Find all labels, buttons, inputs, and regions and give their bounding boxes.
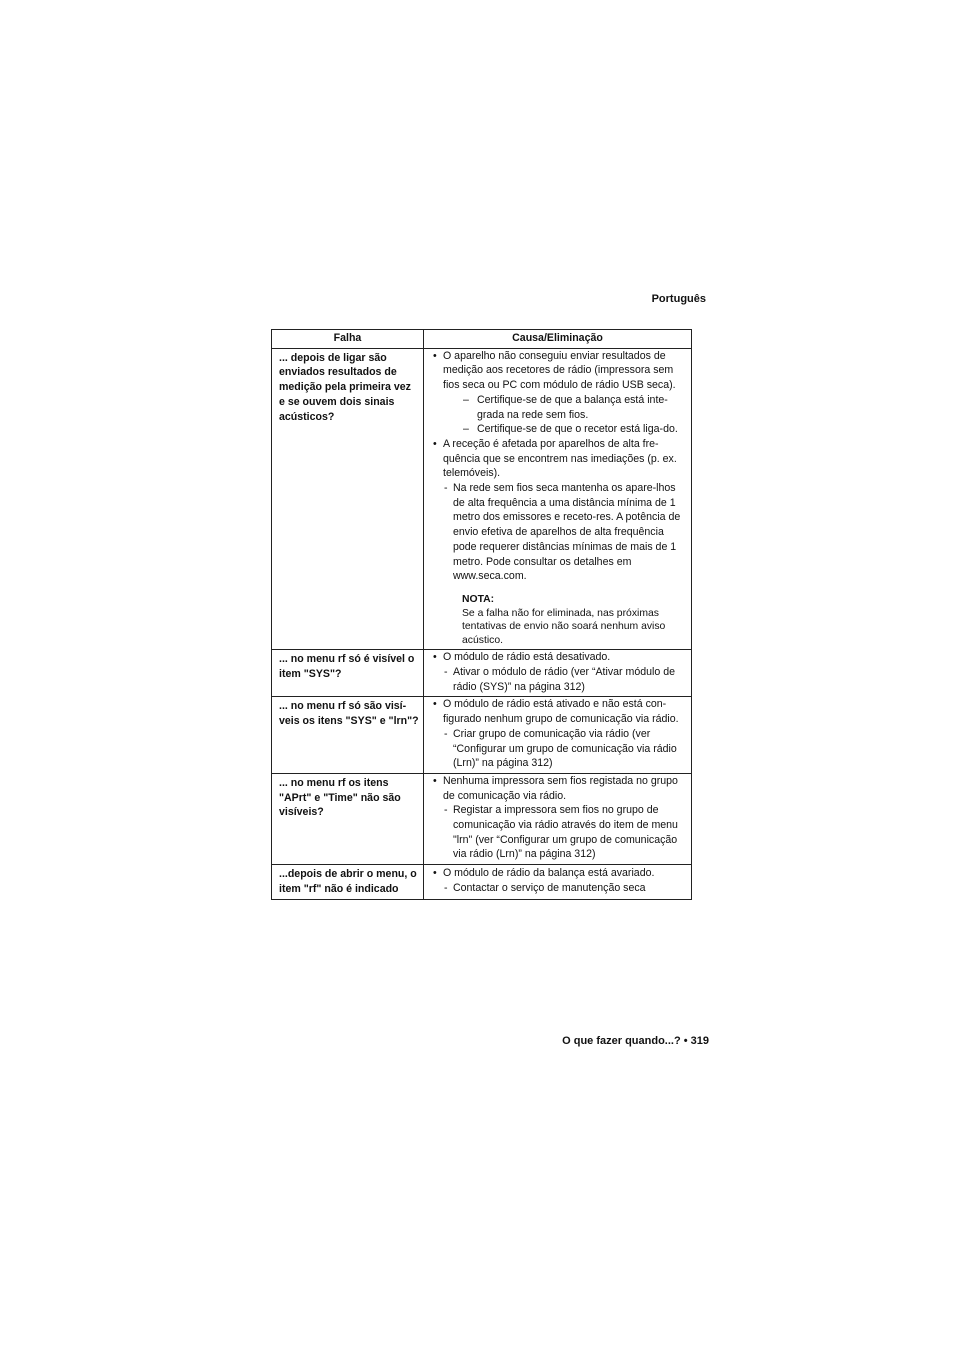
column-header-fault: Falha — [272, 330, 424, 349]
page-language-label: Português — [651, 293, 706, 305]
cause-bullet: • O módulo de rádio da balança está avariado. — [432, 866, 689, 881]
remedy-item: - Na rede sem fios seca mantenha os apare-lhos de alta frequência a uma distância mínima de 1 metro dos emissores e receto-res. A potência de envio efetiva de aparelhos de alta frequência pode requerer distâncias mínimas de mais de 1 metro. Pode consultar os detalhes em www.seca.com. — [432, 481, 689, 584]
note-block — [432, 593, 689, 647]
remedy-item: – Certifique-se de que o recetor está liga-do. — [432, 422, 689, 437]
remedy-item: – Certifique-se de que a balança está inte-grada na rede sem fios. — [432, 393, 689, 422]
remedy-item: - Ativar o módulo de rádio (ver “Ativar módulo de rádio (SYS)” na página 312) — [432, 665, 689, 694]
table-row — [272, 348, 692, 650]
troubleshooting-table — [271, 329, 692, 900]
cause-bullet: • Nenhuma impressora sem fios registada no grupo de comunicação via rádio. — [432, 774, 689, 803]
remedy-item: - Criar grupo de comunicação via rádio (ver “Configurar um grupo de comunicação via rádio (Lrn)” na página 312) — [432, 727, 689, 771]
cause-cell — [424, 865, 692, 899]
cause-bullet: • A receção é afetada por aparelhos de alta fre-quência que se encontrem nas imediações (p. ex. telemóveis). — [432, 437, 689, 481]
table-row — [272, 697, 692, 774]
table-row — [272, 773, 692, 864]
table-row — [272, 650, 692, 697]
table-row — [272, 865, 692, 899]
cause-cell — [424, 697, 692, 774]
remedy-item: - Registar a impressora sem fios no grupo de comunicação via rádio através do item de menu "lrn" (ver “Configurar um grupo de comunicação via rádio (Lrn)” na página 312) — [432, 803, 689, 862]
note-text: Se a falha não for eliminada, nas próximas tentativas de envio não soará nenhum aviso acústico. — [462, 607, 666, 646]
fault-cell: ...depois de abrir o menu, o item "rf" não é indicado — [272, 865, 424, 899]
cause-bullet: • O módulo de rádio está desativado. — [432, 650, 689, 665]
cause-bullet: • O módulo de rádio está ativado e não está con-figurado nenhum grupo de comunicação via rádio. — [432, 697, 689, 726]
fault-cell: ... depois de ligar são enviados resultados de medição pela primeira vez e se ouvem dois sinais acústicos? — [272, 348, 424, 650]
remedy-item: - Contactar o serviço de manutenção seca — [432, 881, 689, 896]
cause-cell — [424, 348, 692, 650]
column-header-cause: Causa/Eliminação — [424, 330, 692, 349]
fault-cell: ... no menu rf os itens "APrt" e "Time" não são visíveis? — [272, 773, 424, 864]
cause-cell — [424, 773, 692, 864]
fault-cell: ... no menu rf só é visível o item "SYS"? — [272, 650, 424, 697]
cause-cell — [424, 650, 692, 697]
fault-cell: ... no menu rf só são visí-veis os itens "SYS" e "lrn"? — [272, 697, 424, 774]
page-footer: O que fazer quando...? • 319 — [562, 1035, 709, 1047]
note-title: NOTA: — [462, 593, 495, 605]
cause-bullet: • O aparelho não conseguiu enviar resultados de medição aos recetores de rádio (impressora sem fios seca ou PC com módulo de rádio USB seca). — [432, 349, 689, 393]
table-header-row — [272, 330, 692, 349]
